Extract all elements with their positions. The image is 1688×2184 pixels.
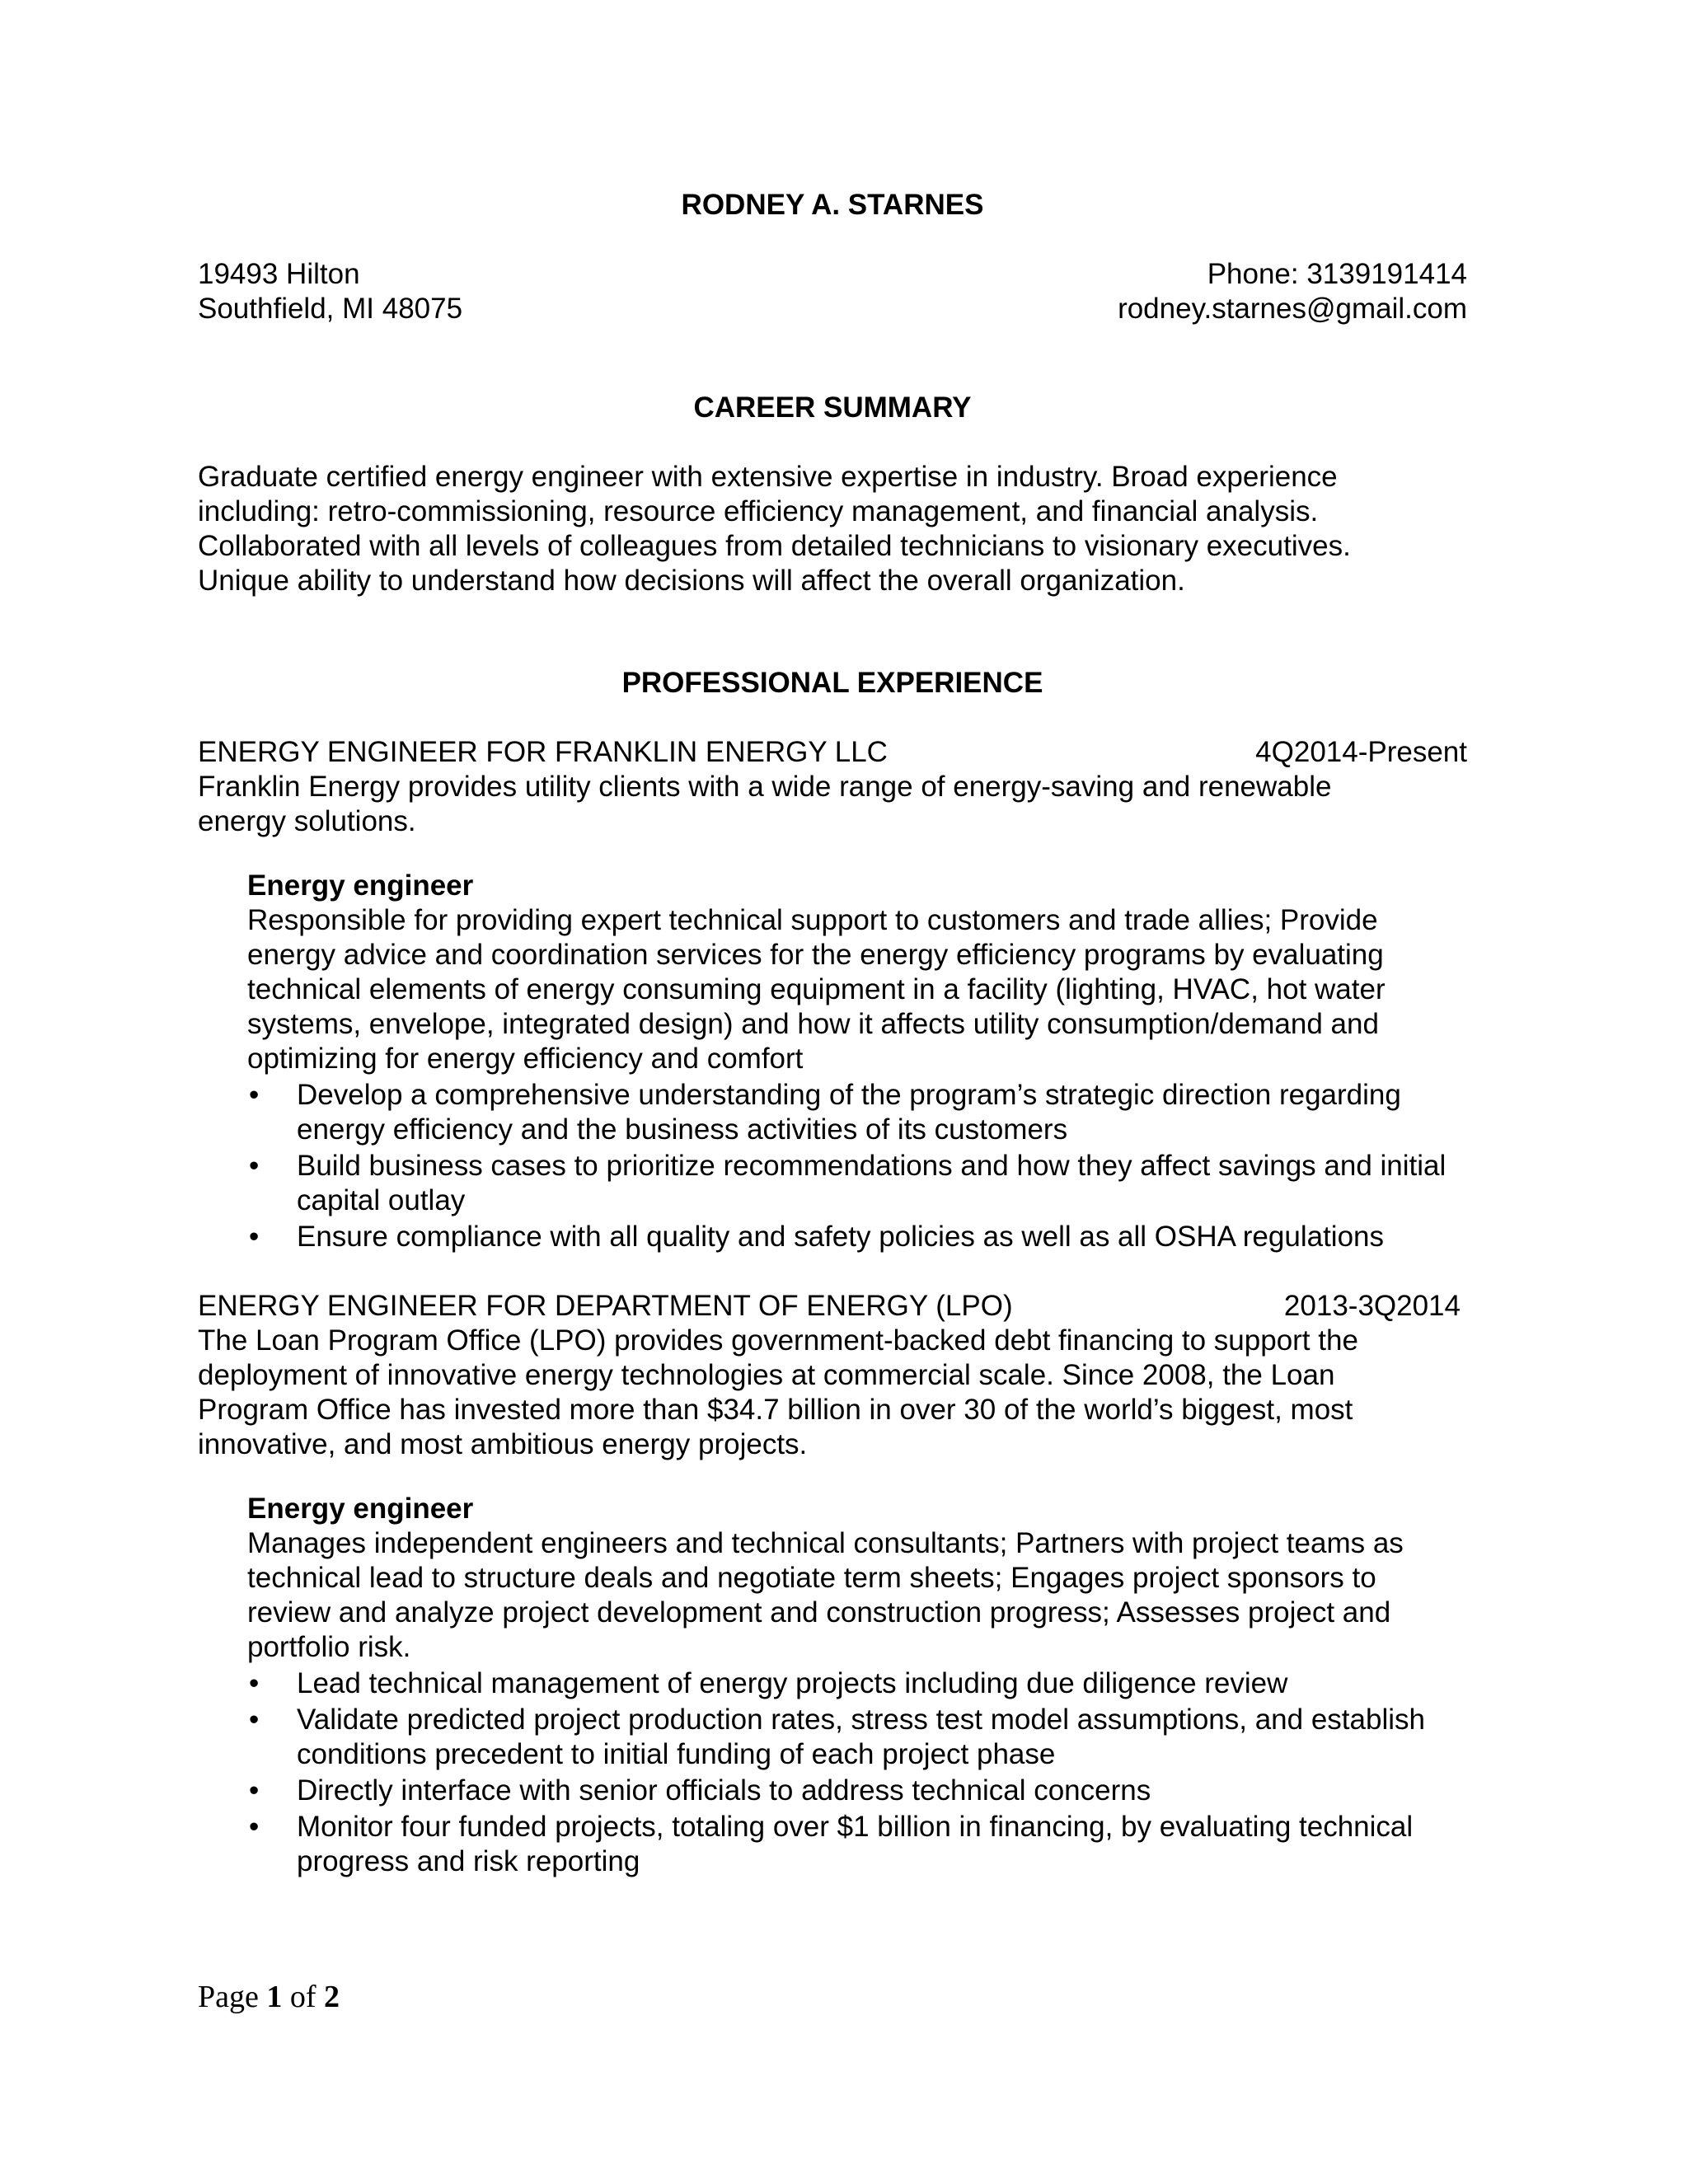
career-summary-text: Graduate certified energy engineer with extensive expertise in industry. Broad experience including: retro-commissioning, resource efficiency management, and financial analysis. Collaborated with all levels of colleagues from detailed technicians to visionary executives. Unique ability to understand how decisions will affect the overall organization.: [198, 461, 1351, 597]
page-number: 1: [266, 1980, 283, 2014]
bullet-icon: •: [249, 1774, 260, 1807]
page-footer: [198, 1978, 340, 2016]
job-employer-1: ENERGY ENGINEER FOR FRANKLIN ENERGY LLC: [198, 736, 888, 768]
list-item: • Develop a comprehensive understanding of the program’s strategic direction regarding energy efficiency and the business activities of its customers: [249, 1079, 1401, 1146]
list-item: • Directly interface with senior officials to address technical concerns: [249, 1774, 1151, 1807]
address-line-1: 19493 Hilton: [198, 258, 360, 290]
resume-name: RODNEY A. STARNES: [681, 189, 984, 221]
job-bullets-1: [247, 1078, 1467, 1254]
job-role-description-1: Responsible for providing expert technical support to customers and trade allies; Provide energy advice and coordination services for the energy efficiency programs by evaluating technical elements of energy consuming equipment in a facility (lighting, HVAC, hot water systems, envelope, integrated design) and how it affects utility consumption/demand and optimizing for energy efficiency and comfort: [247, 904, 1386, 1075]
bullet-icon: •: [249, 1150, 260, 1182]
list-item: • Lead technical management of energy projects including due diligence review: [249, 1667, 1288, 1699]
job-description-1: Franklin Energy provides utility clients with a wide range of energy-saving and renewable energy solutions.: [198, 771, 1332, 837]
bullet-icon: •: [249, 1221, 260, 1253]
resume-content: [198, 188, 1467, 1881]
job-employer-2: ENERGY ENGINEER FOR DEPARTMENT OF ENERGY (LPO): [198, 1290, 1013, 1322]
job-entry-2: [198, 1289, 1467, 1879]
career-summary-heading: CAREER SUMMARY: [693, 391, 972, 424]
contact-row-2: [198, 292, 1467, 326]
job-role-title-1: Energy engineer: [247, 869, 474, 902]
job-role-block-2: [247, 1492, 1467, 1665]
page-word: Page: [198, 1980, 259, 2014]
bullet-icon: •: [249, 1811, 260, 1843]
job-role-description-2: Manages independent engineers and technical consultants; Partners with project teams as technical lead to structure deals and negotiate term sheets; Engages project sponsors to review and analyze project development and construction progress; Assesses project and portfolio risk.: [247, 1527, 1404, 1663]
job-entry-1: [198, 735, 1467, 1254]
bullet-icon: •: [249, 1079, 260, 1111]
bullet-icon: •: [249, 1704, 260, 1736]
list-item: • Monitor four funded projects, totaling over $1 billion in financing, by evaluating technical progress and risk reporting: [249, 1811, 1414, 1877]
of-word: of: [289, 1980, 316, 2014]
contact-row-1: [198, 257, 1467, 292]
job-dates-2: 2013-3Q2014: [1283, 1290, 1461, 1322]
job-header-2: [198, 1289, 1467, 1324]
bullet-icon: •: [249, 1667, 260, 1699]
list-item: • Ensure compliance with all quality and safety policies as well as all OSHA regulations: [249, 1221, 1384, 1253]
job-bullets-2: [247, 1666, 1467, 1879]
job-role-block-1: [247, 869, 1467, 1076]
list-item: • Validate predicted project production rates, stress test model assumptions, and establish conditions precedent to initial funding of each project phase: [249, 1704, 1425, 1770]
job-header-1: [198, 735, 1467, 770]
phone: Phone: 3139191414: [1207, 258, 1467, 290]
email: rodney.starnes@gmail.com: [1118, 293, 1467, 325]
job-description-2: The Loan Program Office (LPO) provides government-backed debt financing to support the deployment of innovative energy technologies at commercial scale. Since 2008, the Loan Program Office has invested more than $34.7 billion in over 30 of the world’s biggest, most innovative, and most ambitious energy projects.: [198, 1324, 1358, 1460]
professional-experience-heading: PROFESSIONAL EXPERIENCE: [621, 667, 1043, 699]
total-pages: 2: [324, 1980, 340, 2014]
job-dates-1: 4Q2014-Present: [1255, 736, 1467, 768]
address-line-2: Southfield, MI 48075: [198, 293, 463, 325]
list-item: • Build business cases to prioritize recommendations and how they affect savings and initial capital outlay: [249, 1150, 1447, 1216]
job-role-title-2: Energy engineer: [247, 1493, 474, 1525]
